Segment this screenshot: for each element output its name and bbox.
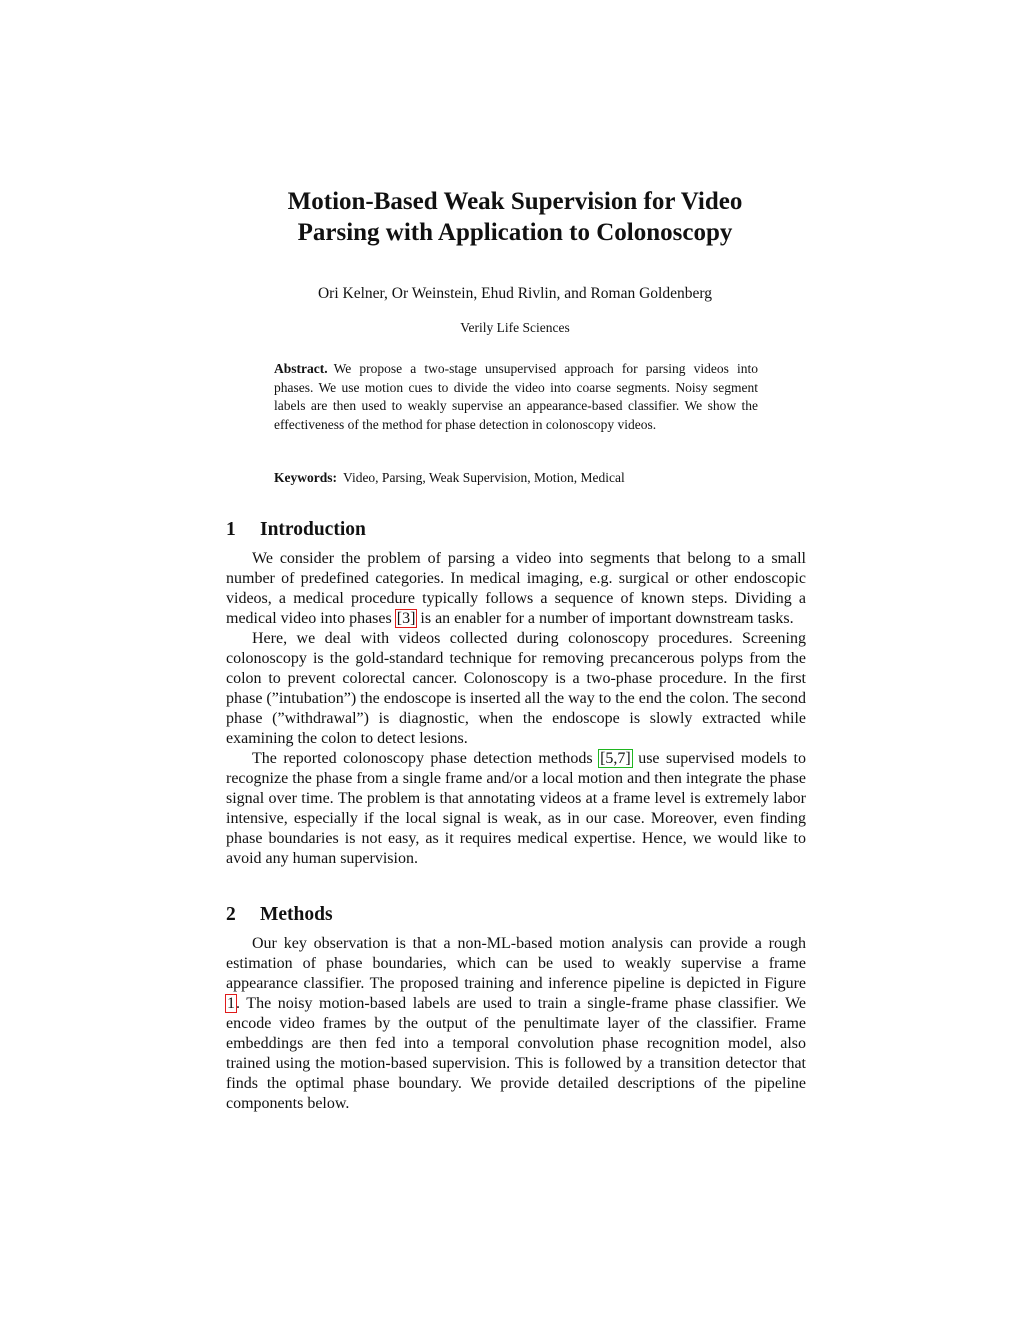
- intro-paragraph-2: Here, we deal with videos collected during colonoscopy procedures. Screening colonoscopy is the gold-standard technique for removing precancerous polyps from the colon to prevent colorectal cancer. Colonoscopy is a two-phase procedure. In the first phase (”intubation”) the endoscope is inserted all the way to the end the colon. The second phase (”withdrawal”) is diagnostic, when the endoscope is slowly extracted while examining the colon to detect lesions.: [226, 630, 806, 747]
- section-heading-methods: [226, 903, 806, 927]
- section-title: Methods: [260, 904, 333, 925]
- citation-link[interactable]: [3]: [396, 610, 416, 627]
- section-number: 2: [226, 904, 236, 925]
- intro-paragraph-1: [226, 549, 806, 629]
- introduction-body: [226, 549, 806, 869]
- title-line-2: Parsing with Application to Colonoscopy: [297, 219, 733, 246]
- methods-paragraph-1: [226, 934, 806, 1114]
- affiliation: Verily Life Sciences: [460, 320, 570, 335]
- section-title: Introduction: [260, 519, 366, 540]
- keywords: [274, 469, 758, 488]
- citation-link[interactable]: [5,7]: [600, 750, 631, 767]
- paper-title: [160, 186, 870, 248]
- abstract: [274, 360, 758, 434]
- intro-p3-text-cont: use supervised models to recognize the phase from a single frame and/or a local motion and then integrate the phase signal over time. The problem is that annotating videos at a frame level is extremely labor intensive, especially if the local signal is weak, as in our case. Moreover, even finding phase boundaries is not easy, as it requires medical expertise. Hence, we would like to avoid any human supervision.: [226, 750, 807, 867]
- methods-p1-text-cont: . The noisy motion-based labels are used to train a single-frame phase classifier. We encode video frames by the output of the penultimate layer of the classifier. Frame embeddings are then fed into a temporal convolution phase recognition model, also trained using the motion-based supervision. This is followed by a transition detector that finds the optimal phase boundary. We provide detailed descriptions of the pipeline components below.: [226, 995, 806, 1112]
- keywords-text: Video, Parsing, Weak Supervision, Motion, Medical: [343, 470, 625, 485]
- abstract-label: Abstract.: [274, 361, 328, 376]
- intro-p1-text: We consider the problem of parsing a video into segments that belong to a small number of predefined categories. In medical imaging, e.g. surgical or other endoscopic videos, a medical procedure typically follows a sequence of known steps. Dividing a medical video into phases: [226, 550, 806, 627]
- intro-p1-text-cont: is an enabler for a number of important downstream tasks.: [416, 610, 794, 627]
- section-number: 1: [226, 519, 236, 540]
- section-heading-introduction: [226, 518, 806, 542]
- methods-body: [226, 934, 806, 1114]
- intro-p3-text: The reported colonoscopy phase detection methods: [252, 750, 600, 767]
- intro-paragraph-3: [226, 749, 806, 869]
- methods-p1-text: Our key observation is that a non-ML-based motion analysis can provide a rough estimation of phase boundaries, which can be used to weakly supervise a frame appearance classifier. The proposed training and inference pipeline is depicted in Figure: [226, 935, 806, 992]
- author-list: Ori Kelner, Or Weinstein, Ehud Rivlin, and Roman Goldenberg: [317, 285, 713, 302]
- title-line-1: Motion-Based Weak Supervision for Video: [287, 188, 743, 215]
- abstract-text: We propose a two-stage unsupervised approach for parsing videos into phases. We use motion cues to divide the video into coarse segments. Noisy segment labels are then used to weakly supervise an appearance-based classifier. We show the effectiveness of the method for phase detection in colonoscopy videos.: [274, 361, 758, 432]
- keywords-label: Keywords:: [274, 470, 337, 485]
- figure-link[interactable]: 1: [227, 995, 235, 1012]
